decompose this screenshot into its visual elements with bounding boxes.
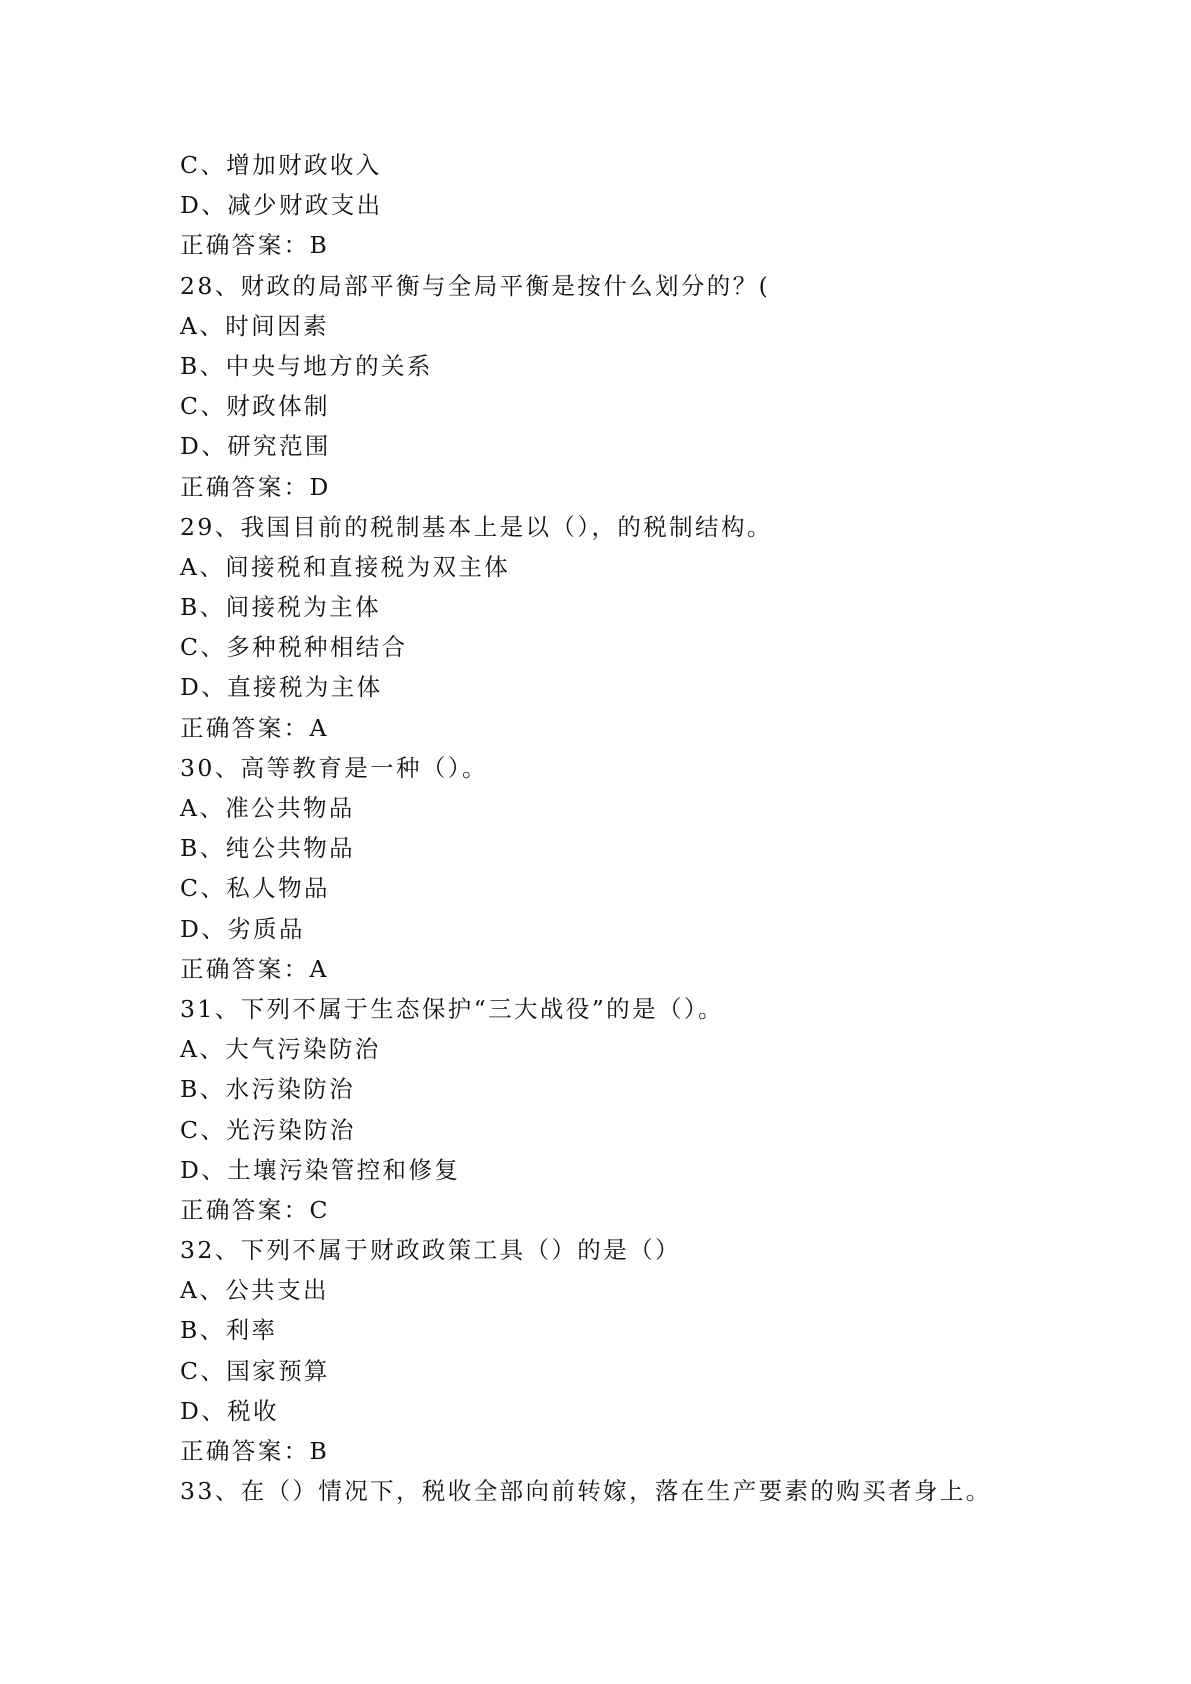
option-b-q31: B、水污染防治: [180, 1075, 356, 1104]
question-29: 29、我国目前的税制基本上是以（），的税制结构。: [180, 512, 773, 541]
option-d-q29: D、直接税为主体: [180, 673, 383, 702]
option-c-q28: C、财政体制: [180, 392, 330, 421]
option-a-q31: A、大气污染防治: [180, 1035, 381, 1064]
option-a-q29: A、间接税和直接税为双主体: [180, 552, 511, 581]
option-b-q29: B、间接税为主体: [180, 593, 381, 622]
answer-q32: 正确答案：B: [180, 1437, 330, 1465]
option-b-q32: B、利率: [180, 1316, 278, 1345]
question-28: 28、财政的局部平衡与全局平衡是按什么划分的？(: [180, 271, 771, 300]
question-31: 31、下列不属于生态保护“三大战役”的是（）。: [180, 994, 724, 1023]
answer-q31: 正确答案：C: [180, 1195, 330, 1224]
option-d-q31: D、土壤污染管控和修复: [180, 1155, 461, 1184]
option-c-q31: C、光污染防治: [180, 1115, 356, 1144]
option-d-q27: D、减少财政支出: [180, 191, 383, 220]
question-32: 32、下列不属于财政政策工具（）的是（）: [180, 1236, 681, 1265]
option-c-q29: C、多种税种相结合: [180, 633, 408, 662]
answer-q29: 正确答案：A: [180, 713, 329, 742]
option-c-q32: C、国家预算: [180, 1356, 330, 1385]
option-d-q30: D、劣质品: [180, 914, 305, 943]
option-a-q30: A、准公共物品: [180, 794, 355, 822]
option-c-q30: C、私人物品: [180, 874, 330, 903]
option-d-q32: D、税收: [180, 1396, 279, 1425]
option-a-q28: A、时间因素: [180, 311, 329, 340]
answer-q30: 正确答案：A: [180, 954, 329, 983]
answer-q27: 正确答案：B: [180, 231, 330, 260]
option-d-q28: D、研究范围: [180, 432, 331, 461]
question-30: 30、高等教育是一种（）。: [180, 753, 488, 782]
option-a-q32: A、公共支出: [180, 1276, 329, 1305]
answer-q28: 正确答案：D: [180, 472, 331, 501]
option-c-q27: C、增加财政收入: [180, 151, 382, 179]
option-b-q30: B、纯公共物品: [180, 834, 356, 863]
option-b-q28: B、中央与地方的关系: [180, 351, 433, 380]
question-text-block: [180, 145, 1080, 1511]
question-33: 33、在（）情况下，税收全部向前转嫁，落在生产要素的购买者身上。: [180, 1477, 992, 1506]
